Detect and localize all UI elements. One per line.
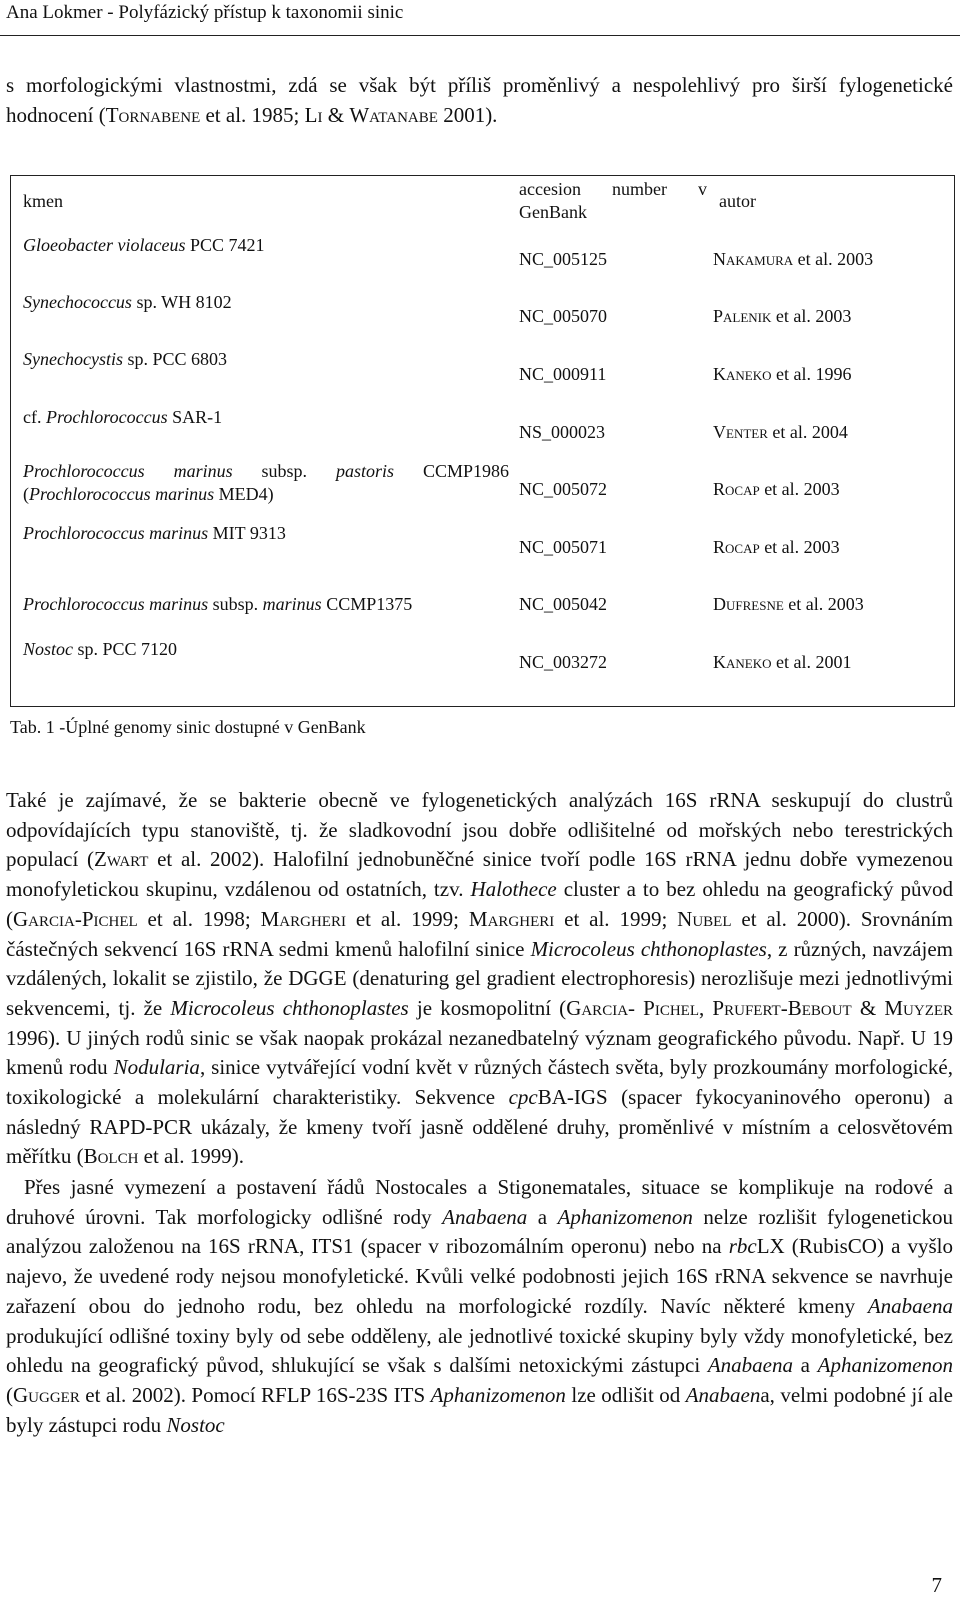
body-text: ( — [6, 1382, 13, 1407]
body-text: BA-IGS (spacer fykocyaninového operonu) a následný RAPD-PCR ukázaly, že kmeny tvoří jasně oddělené druhy, proměnlivé v místním a celosvětovém měřítku ( — [6, 1085, 954, 1169]
strain-genus: Gloeobacter violaceus — [23, 235, 186, 255]
page-number: 7 — [931, 1573, 942, 1597]
author-name: Kaneko — [713, 364, 772, 384]
body-text: & — [851, 995, 885, 1020]
strain-rest: SAR-1 — [167, 407, 223, 427]
body-text: et al. 1999; — [554, 906, 678, 931]
accession-cell: NC_003272 — [519, 652, 608, 672]
accession-cell: NC_000911 — [519, 364, 607, 384]
body-text: et al. 2002). Pomocí RFLP 16S-23S ITS — [79, 1382, 431, 1407]
strain-rest: sp. PCC 7120 — [73, 639, 178, 659]
body-text: et al. 1998; — [137, 906, 261, 931]
strain-rest: MIT 9313 — [208, 523, 286, 543]
strain-rest: sp. PCC 6803 — [122, 349, 227, 369]
author-rest: et al. 2003 — [759, 537, 840, 557]
taxon-name: Aphanizomenon — [430, 1382, 566, 1407]
intro-text: et al. 1985; — [200, 103, 305, 127]
author-name: Zwart — [94, 847, 149, 872]
taxon-name: Anabaen — [685, 1382, 761, 1407]
strain-rest: subsp. — [232, 461, 336, 481]
strain-rest: CCMP1375 — [321, 594, 413, 614]
author-name: Gugger — [13, 1382, 80, 1407]
author-rest: et al. 2003 — [783, 594, 864, 614]
body-text: lze odlišit od — [565, 1382, 686, 1407]
author-name: Margheri — [260, 906, 346, 931]
strain-genus: Prochlorococcus marinus — [23, 523, 209, 543]
strain-cell — [23, 291, 509, 314]
author-name: Dufresne — [713, 594, 784, 614]
body-text: Přes jasné vymezení a postavení řádů Nostocales a Stigonematales, situace se komplikuje na rodové a druhové úrovni. Tak morfologicky odlišné rody — [6, 1175, 953, 1229]
body-text: et al. 1999; — [345, 906, 469, 931]
body-text: et al. 2002). Halofilní jednobuněčné sinice tvoří podle 16S rRNA jednu dobře vymezenou monofyletickou skupinu, vzdálenou od ostatních, tzv. — [6, 847, 953, 902]
taxon-name: Anabaena — [442, 1204, 528, 1229]
author-cell — [713, 478, 943, 501]
author-rest: et al. 2001 — [771, 652, 852, 672]
strain-genus: Prochlorococcus marinus — [29, 484, 215, 504]
running-header: Ana Lokmer - Polyfázický přístup k taxonomii sinic — [6, 2, 404, 23]
body-text: LX (RubisCO) a vyšlo najevo, že uvedené rody nejsou monofyletické. Kvůli velké podobnosti jejich 16S rRNA sekvence se navrhuje zařazení obou do jednoho rodu, bez ohledu na morfologické rozdíly. Navíc některé kmeny — [6, 1234, 954, 1318]
strain-genus: Synechococcus — [23, 292, 132, 312]
author-name: Margheri — [468, 906, 555, 931]
strain-cell — [23, 348, 509, 371]
taxon-name: Microcoleus chthonoplastes — [170, 995, 409, 1020]
intro-text: & — [322, 103, 350, 127]
strain-genus: Prochlorococcus marinus — [23, 461, 233, 481]
accession-cell: NS_000023 — [519, 422, 606, 442]
author-cell — [713, 651, 943, 674]
intro-paragraph — [6, 70, 953, 130]
intro-text: s morfologickými vlastnostmi, zdá se však být příliš proměnlivý a nespolehlivý pro širší fylogenetické hodnocení ( — [6, 73, 953, 127]
author-name: Li — [304, 103, 323, 127]
body-paragraph-1 — [6, 786, 953, 1172]
strain-rest: MED4) — [214, 484, 274, 504]
strain-cell-line2 — [23, 483, 509, 506]
strain-genus: Synechocystis — [23, 349, 123, 369]
body-text: a — [793, 1353, 818, 1378]
strain-cell — [23, 406, 509, 429]
author-name: Nubel — [677, 906, 732, 931]
taxon-name: Nostoc — [166, 1412, 225, 1437]
author-name: Palenik — [713, 306, 772, 326]
taxon-name: Microcoleus chthonoplastes — [530, 936, 767, 961]
strain-genus: Prochlorococcus — [45, 407, 168, 427]
header-accession: accesion number v GenBank — [519, 179, 707, 222]
body-text: a, velmi podobné jí ale byly zástupci rodu — [6, 1382, 953, 1437]
accession-cell: NC_005042 — [519, 594, 608, 614]
header-author: autor — [719, 191, 756, 211]
strain-rest: subsp. — [208, 594, 263, 614]
author-rest: et al. 2003 — [793, 249, 874, 269]
taxon-name: Nodularia — [113, 1055, 200, 1080]
body-text: a — [527, 1204, 558, 1229]
accession-cell: NC_005072 — [519, 479, 608, 499]
accession-cell: NC_005070 — [519, 306, 608, 326]
strain-subspecies: marinus — [262, 594, 322, 614]
author-name: Rocap — [713, 537, 760, 557]
strain-cell — [23, 234, 509, 257]
author-cell — [713, 536, 943, 559]
author-name: Tornabene — [105, 103, 201, 127]
taxon-name: Anabaena — [707, 1353, 794, 1378]
gene-name: cpc — [508, 1085, 538, 1110]
body-text: Také je zajímavé, že se bakterie obecně ve fylogenetických analýzách 16S rRNA seskupují do clustrů odpovídajících typu stanoviště, tj. že sladkovodní jsou dobře odlišitelné od mořských nebo terestrických populací ( — [6, 788, 953, 872]
body-text: cluster a to bez ohledu na geografický původ ( — [6, 877, 953, 931]
author-name: Rocap — [713, 479, 760, 499]
taxon-name: Aphanizomenon — [557, 1204, 693, 1229]
author-cell — [713, 421, 943, 444]
taxon-name: Aphanizomenon — [817, 1353, 953, 1378]
author-cell — [713, 363, 943, 386]
body-text: et al. 2000). Srovnáním částečných sekvencí 16S rRNA sedmi kmenů halofilní sinice — [6, 906, 953, 961]
strain-prefix: cf. — [23, 407, 46, 427]
accession-cell: NC_005125 — [519, 249, 608, 269]
intro-text: 2001). — [437, 103, 498, 127]
body-text: , — [699, 995, 713, 1020]
author-name: Prufert-Bebout — [712, 995, 852, 1020]
strain-cell — [23, 460, 509, 483]
header-rule — [0, 35, 960, 36]
author-name: Garcia-Pichel — [13, 906, 138, 931]
author-rest: et al. 2003 — [759, 479, 840, 499]
body-text: , sinice vytvářející vodní květ v různých částech světa, byly prozkoumány morfologické, toxikologické a molekulární charakteristiky. Sekvence — [6, 1055, 953, 1110]
strain-rest: PCC 7421 — [185, 235, 265, 255]
body-text: et al. 1999). — [138, 1144, 244, 1169]
author-name: Muyzer — [884, 995, 954, 1020]
body-text: , z různých, navzájem vzdálených, lokalit se zjistilo, že DGGE (denaturing gel gradient electrophoresis) nerozlišuje mezi jednotlivými sekvencemi, tj. že — [6, 936, 953, 1020]
author-name: Venter — [713, 422, 768, 442]
author-name: Watanabe — [349, 103, 438, 127]
strain-cell — [23, 522, 509, 545]
strain-cell — [23, 593, 509, 616]
author-name: Nakamura — [713, 249, 794, 269]
body-text: nelze rozlišit fylogenetickou analýzou založenou na 16S rRNA, ITS1 (spacer v ribozomálním operonu) nebo na — [6, 1204, 953, 1259]
strain-subspecies: pastoris — [336, 461, 395, 481]
strain-rest: sp. WH 8102 — [131, 292, 232, 312]
body-text: je kosmopolitní ( — [408, 995, 567, 1020]
taxon-name: Halothece — [470, 877, 557, 902]
strain-genus: Prochlorococcus marinus — [23, 594, 209, 614]
author-name: Garcia- Pichel — [566, 995, 700, 1020]
body-text: 1996). U jiných rodů sinic se však naopak prokázal nezanedbatelný význam geografického původu. Např. U 19 kmenů rodu — [6, 1025, 953, 1080]
author-name: Kaneko — [713, 652, 772, 672]
genome-table — [10, 175, 955, 707]
author-cell — [713, 248, 943, 271]
author-rest: et al. 2004 — [767, 422, 848, 442]
strain-rest: CCMP1986 — [394, 461, 509, 481]
taxon-name: Anabaena — [867, 1293, 953, 1318]
table-caption: Tab. 1 -Úplné genomy sinic dostupné v GenBank — [10, 717, 366, 737]
strain-genus: Nostoc — [23, 639, 74, 659]
author-name: Bolch — [83, 1144, 139, 1169]
gene-name: rbc — [728, 1234, 757, 1259]
author-cell — [713, 305, 943, 328]
strain-cell — [23, 638, 509, 661]
author-rest: et al. 1996 — [771, 364, 852, 384]
strain-rest: ( — [23, 484, 29, 504]
accession-cell: NC_005071 — [519, 537, 608, 557]
body-text: produkující odlišné toxiny byly od sebe odděleny, ale jednotlivé toxické skupiny byly vždy monofyletické, bez ohledu na geografický původ, shlukující se však s dalšími netoxickými zástupci — [6, 1323, 953, 1378]
author-cell — [713, 593, 943, 616]
author-rest: et al. 2003 — [771, 306, 852, 326]
body-paragraph-2 — [6, 1173, 953, 1440]
header-strain: kmen — [23, 191, 63, 211]
